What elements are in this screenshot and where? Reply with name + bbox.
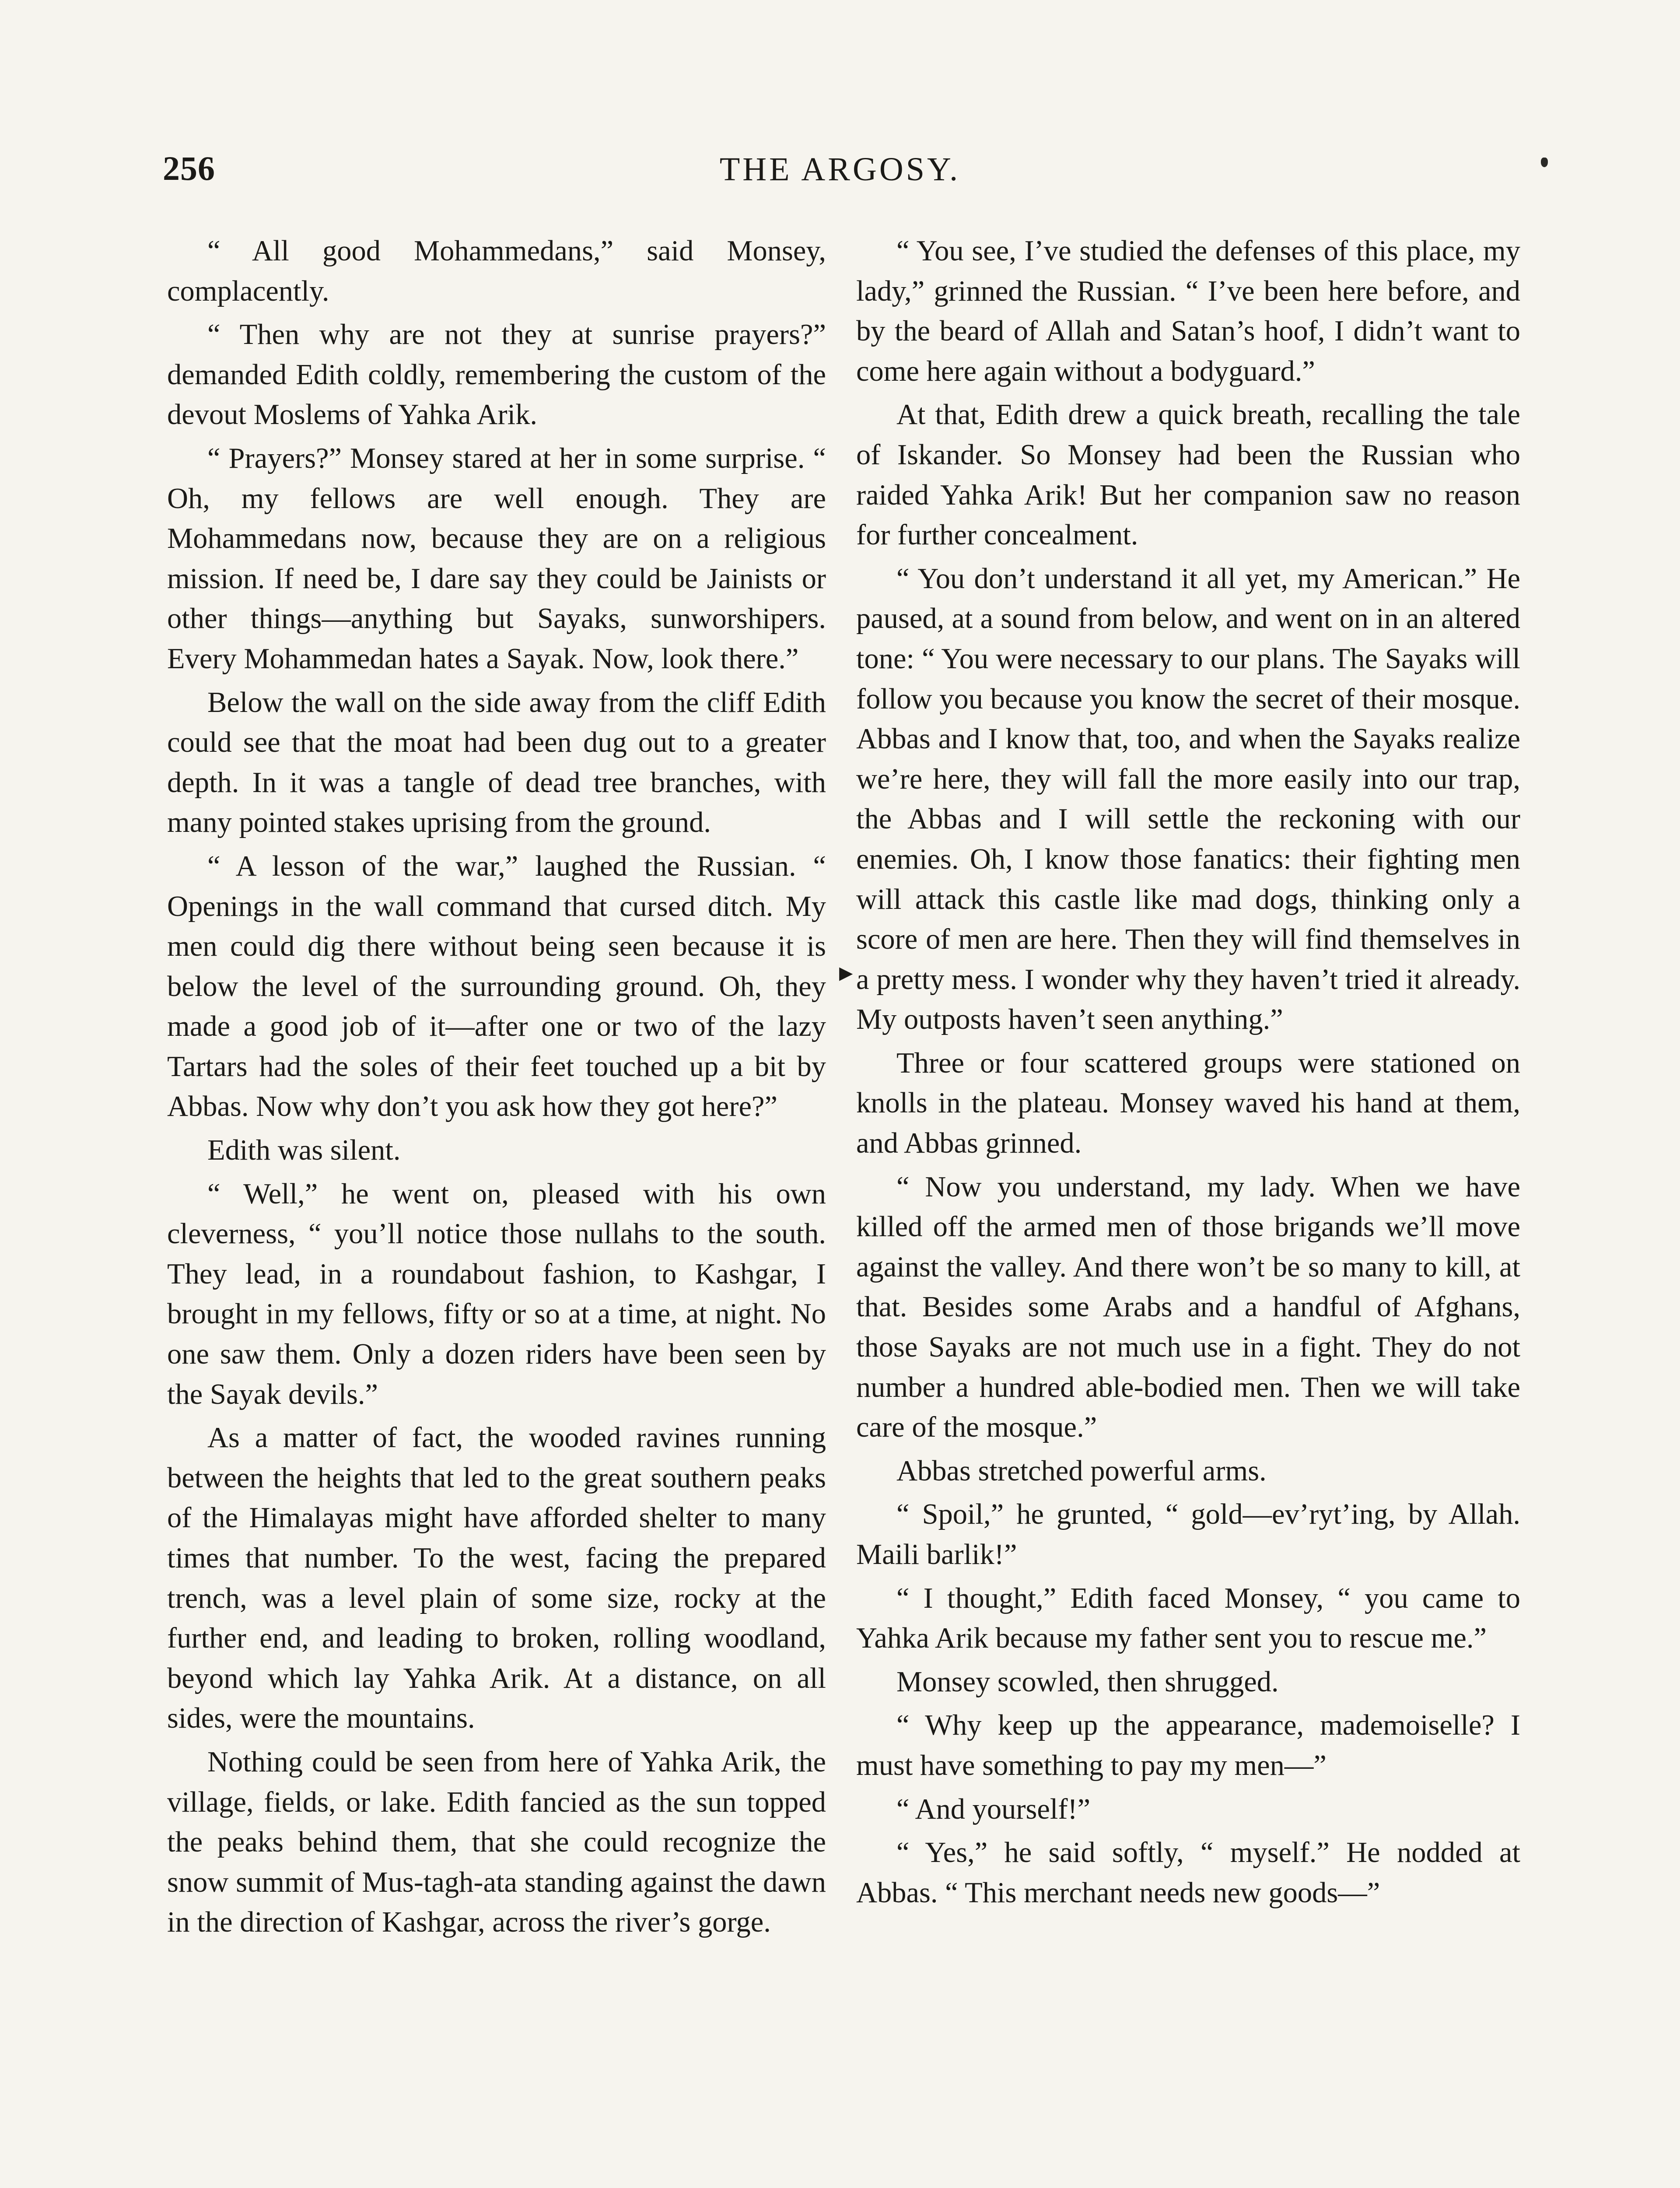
paragraph: “ Why keep up the appearance, mademoiselle? I must have something to pay my men—” xyxy=(856,1709,1520,1781)
paragraph: “ Now you understand, my lady. When we have killed off the armed men of those brigands we’ll move against the valley. And there won’t be so many to kill, at that. Besides some Arabs and a handful of Afghans, those Sayaks are not much use in a fight. They do not number a hundred able-bodied men. Then we will take care of the mosque.” xyxy=(856,1171,1520,1444)
paragraph: “ All good Mohammedans,” said Monsey, complacently. xyxy=(167,235,826,307)
paragraph: “ You see, I’ve studied the defenses of this place, my lady,” grinned the Russian. “ I’ve been here before, and by the beard of Allah and Satan’s hoof, I didn’t want to come here again without a bodyguard.” xyxy=(856,235,1520,387)
margin-arrow-mark: ► xyxy=(835,961,858,986)
paragraph: As a matter of fact, the wooded ravines running between the heights that led to the great southern peaks of the Himalayas might have afforded shelter to many times that number. To the west, facing the prepared trench, was a level plain of some size, rocky at the further end, and leading to broken, rolling woodland, beyond which lay Yahka Arik. At a distance, on all sides, were the mountains. xyxy=(167,1422,826,1735)
page-number: 256 xyxy=(163,149,215,187)
paragraph: “ Spoil,” he grunted, “ gold—ev’ryt’ing, by Allah. Maili barlik!” xyxy=(856,1498,1520,1571)
paragraph: “ Yes,” he said softly, “ myself.” He nodded at Abbas. “ This merchant needs new goods—” xyxy=(856,1837,1520,1909)
paragraph: “ Prayers?” Monsey stared at her in some surprise. “ Oh, my fellows are well enough. They are Mohammedans now, because they are on a religious mission. If need be, I dare say they could be Jainists or other things—anything but Sayaks, sunworshipers. Every Mohammedan hates a Sayak. Now, look there.” xyxy=(167,442,826,675)
paragraph: “ A lesson of the war,” laughed the Russian. “ Openings in the wall command that cursed ditch. My men could dig there without being seen because it is below the level of the surrounding ground. Oh, they made a good job of it—after one or two of the lazy Tartars had the soles of their feet touched up a bit by Abbas. Now why don’t you ask how they got here?” xyxy=(167,850,826,1123)
paragraph: “ Then why are not they at sunrise prayers?” demanded Edith coldly, remembering the custom of the devout Moslems of Yahka Arik. xyxy=(167,319,826,431)
paragraph: Nothing could be seen from here of Yahka Arik, the village, fields, or lake. Edith fancied as the sun topped the peaks behind them, that she could recognize the snow summit of Mus-tagh-ata standing against the dawn in the direction of Kashgar, across the river’s gorge. xyxy=(167,1746,826,1939)
paragraph: “ And yourself!” xyxy=(896,1793,1091,1825)
left-column xyxy=(167,231,826,1943)
paragraph: Three or four scattered groups were stationed on knolls in the plateau. Monsey waved his hand at them, and Abbas grinned. xyxy=(856,1047,1520,1160)
paragraph: “ Well,” he went on, pleased with his own cleverness, “ you’ll notice those nullahs to the south. They lead, in a roundabout fashion, to Kashgar, I brought in my fellows, fifty or so at a time, at night. No one saw them. Only a dozen riders have been seen by the Sayak devils.” xyxy=(167,1178,826,1410)
paragraph: Abbas stretched powerful arms. xyxy=(896,1455,1267,1487)
paragraph: At that, Edith drew a quick breath, recalling the tale of Iskander. So Monsey had been the Russian who raided Yahka Arik! But her companion saw no reason for further concealment. xyxy=(856,399,1520,551)
paragraph: “ You don’t understand it all yet, my American.” He paused, at a sound from below, and went on in an altered tone: “ You were necessary to our plans. The Sayaks will follow you because you know the secret of their mosque. Abbas and I know that, too, and when the Sayaks realize we’re here, they will fall the more easily into our trap, the Abbas and I will settle the reckoning with our enemies. Oh, I know those fanatics: their fighting men will attack this castle like mad dogs, thinking only a score of men are here. Then they will find themselves in a pretty mess. I wonder why they haven’t tried it already. My outposts haven’t seen anything.” xyxy=(856,562,1521,1036)
paragraph: Edith was silent. xyxy=(207,1134,401,1167)
running-head: THE ARGOSY. xyxy=(719,151,961,188)
right-column xyxy=(856,231,1520,1913)
paragraph: Below the wall on the side away from the cliff Edith could see that the moat had been dug out to a greater depth. In it was a tangle of dead tree branches, with many pointed stakes uprising from the ground. xyxy=(167,686,826,839)
paragraph: “ I thought,” Edith faced Monsey, “ you came to Yahka Arik because my father sent you to rescue me.” xyxy=(856,1582,1520,1655)
ink-speck xyxy=(1541,158,1548,167)
paragraph: Monsey scowled, then shrugged. xyxy=(896,1666,1279,1698)
